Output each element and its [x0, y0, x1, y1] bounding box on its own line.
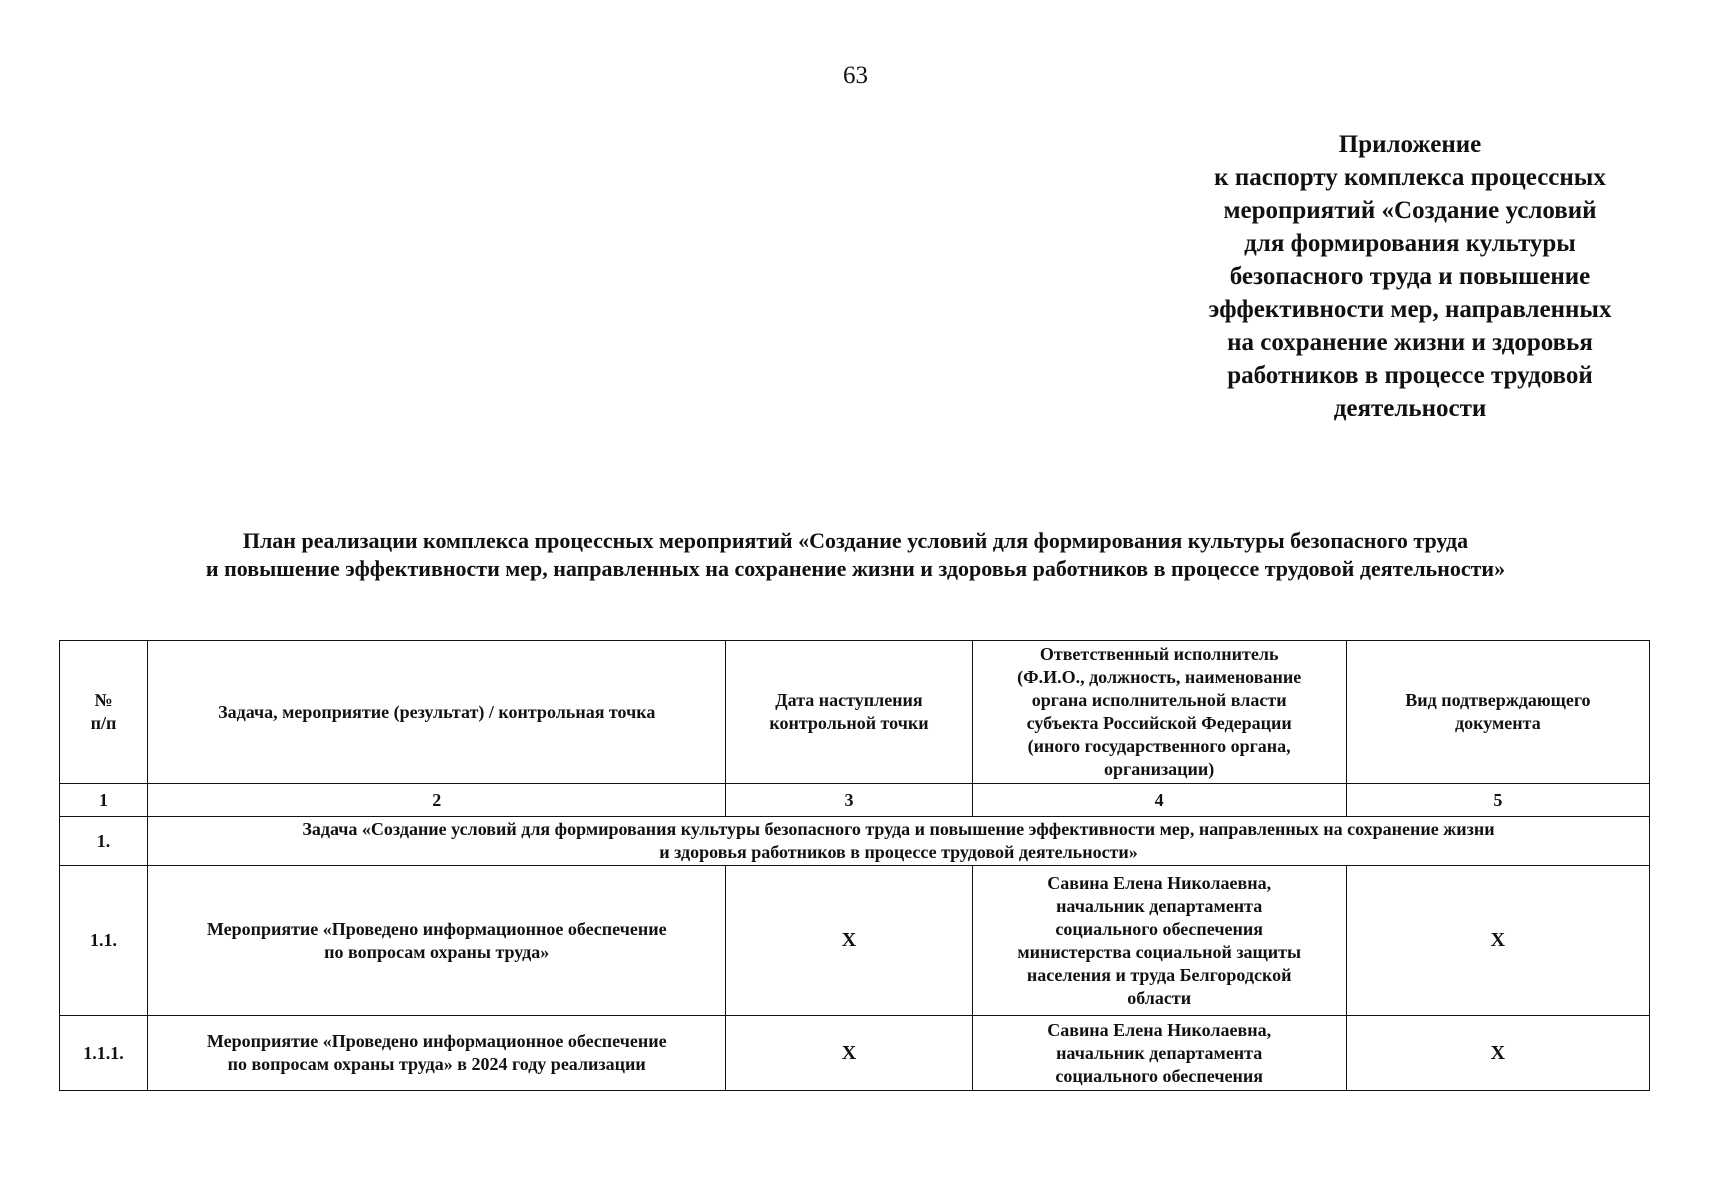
appendix-line: к паспорту комплекса процессных: [1214, 164, 1606, 191]
appendix-line: эффективности мер, направленных: [1208, 296, 1612, 323]
column-index: 1: [60, 784, 148, 817]
table-header-row: [60, 641, 1650, 784]
row-responsible: Савина Елена Николаевна, начальник департамента социального обеспечения министерства социальной защиты населения и труда Белгородской области: [972, 866, 1346, 1016]
row-date: X: [726, 1016, 972, 1091]
plan-title: [0, 527, 1711, 583]
table-row: [60, 866, 1650, 1016]
page-number: 63: [843, 62, 868, 89]
column-index: 2: [148, 784, 726, 817]
plan-title-line: и повышение эффективности мер, направленных на сохранение жизни и здоровья работников в процессе трудовой деятельности»: [205, 556, 1506, 581]
appendix-heading: [1160, 128, 1660, 425]
row-document: X: [1346, 866, 1649, 1016]
task-text: Задача «Создание условий для формирования культуры безопасного труда и повышение эффективности мер, направленных на сохранение жизни и здоровья работников в процессе трудовой деятельности»: [148, 817, 1650, 866]
row-event-name: Мероприятие «Проведено информационное обеспечение по вопросам охраны труда» в 2024 году реализации: [148, 1016, 726, 1091]
header-num: № п/п: [60, 641, 148, 784]
column-index-row: [60, 784, 1650, 817]
appendix-line: безопасного труда и повышение: [1229, 263, 1591, 290]
row-responsible: Савина Елена Николаевна, начальник департамента социального обеспечения: [972, 1016, 1346, 1091]
row-num: 1.1.: [60, 866, 148, 1016]
task-row: [60, 817, 1650, 866]
column-index: 4: [972, 784, 1346, 817]
appendix-line: деятельности: [1333, 395, 1487, 422]
appendix-line: Приложение: [1338, 131, 1482, 158]
appendix-line: на сохранение жизни и здоровья: [1227, 329, 1593, 356]
column-index: 3: [726, 784, 972, 817]
task-num: 1.: [60, 817, 148, 866]
plan-title-line: План реализации комплекса процессных мероприятий «Создание условий для формирования культуры безопасного труда: [242, 528, 1469, 553]
header-document: Вид подтверждающего документа: [1346, 641, 1649, 784]
appendix-line: работников в процессе трудовой: [1227, 362, 1593, 389]
table-row: [60, 1016, 1650, 1091]
appendix-line: для формирования культуры: [1244, 230, 1576, 257]
appendix-line: мероприятий «Создание условий: [1223, 197, 1597, 224]
header-responsible: Ответственный исполнитель (Ф.И.О., должность, наименование органа исполнительной власти субъекта Российской Федерации (иного государственного органа, организации): [972, 641, 1346, 784]
row-event-name: Мероприятие «Проведено информационное обеспечение по вопросам охраны труда»: [148, 866, 726, 1016]
row-document: X: [1346, 1016, 1649, 1091]
row-date: X: [726, 866, 972, 1016]
header-task: Задача, мероприятие (результат) / контрольная точка: [148, 641, 726, 784]
header-date: Дата наступления контрольной точки: [726, 641, 972, 784]
plan-table: [59, 640, 1650, 1091]
column-index: 5: [1346, 784, 1649, 817]
row-num: 1.1.1.: [60, 1016, 148, 1091]
